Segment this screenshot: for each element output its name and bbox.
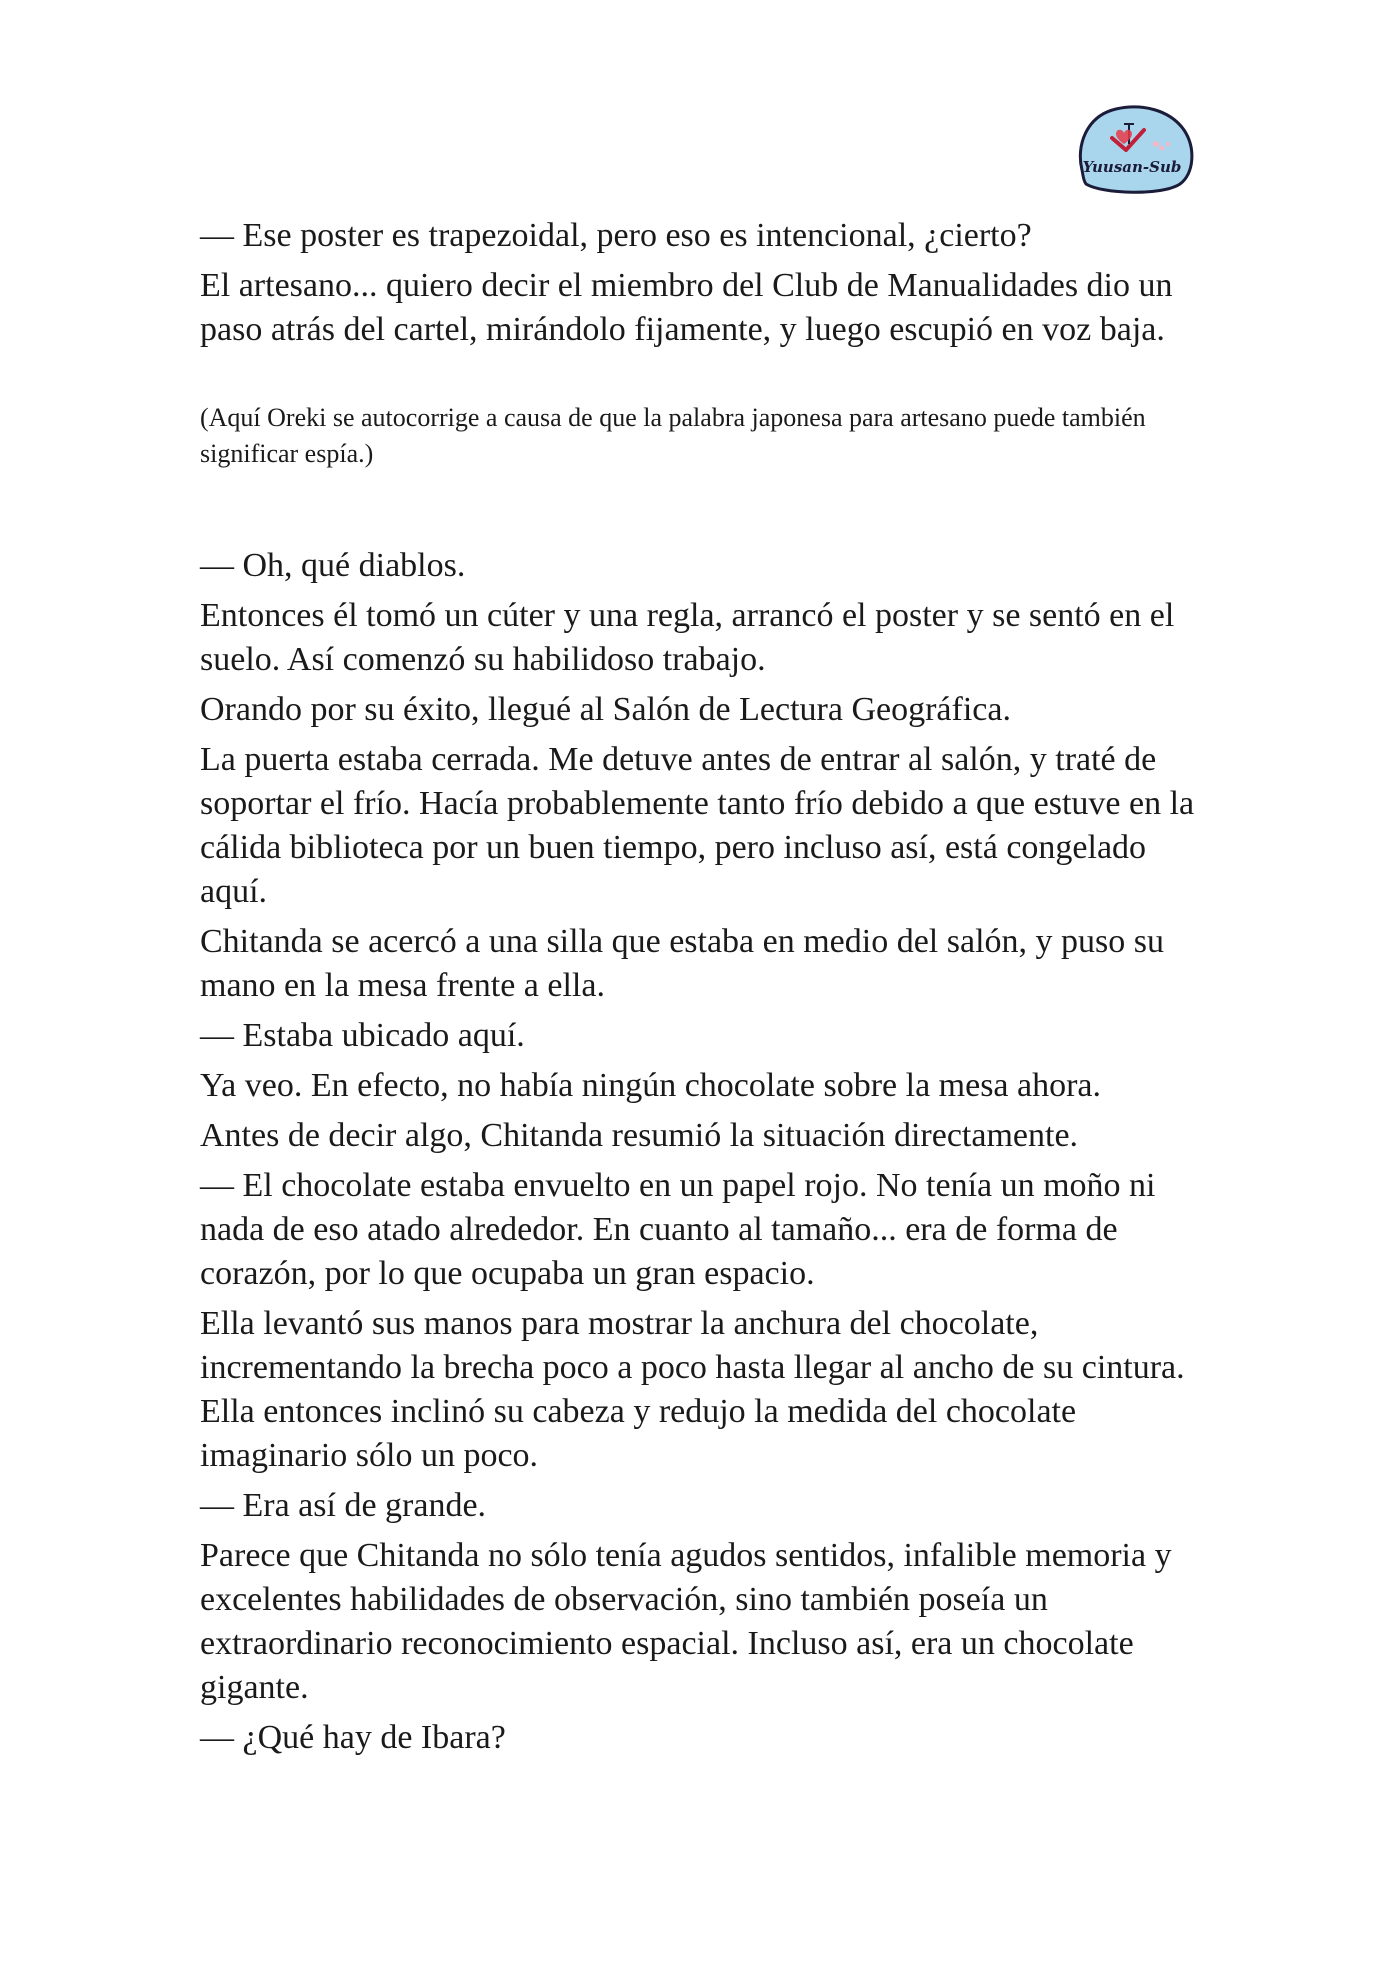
- paragraph: La puerta estaba cerrada. Me detuve antes de entrar al salón, y traté de soportar el frío. Hacía probablemente tanto frío debido a que estuve en la cálida biblioteca por un buen tiempo, pero incluso así, está congelado aquí.: [200, 741, 1195, 910]
- paragraph: Ya veo. En efecto, no había ningún chocolate sobre la mesa ahora.: [200, 1067, 1102, 1104]
- paragraph: — Estaba ubicado aquí.: [200, 1017, 525, 1054]
- paragraph: — Oh, qué diablos.: [200, 547, 466, 584]
- paragraph: El artesano... quiero decir el miembro del Club de Manualidades dio un paso atrás del cartel, mirándolo fijamente, y luego escupió en voz baja.: [200, 267, 1173, 348]
- paragraph: Entonces él tomó un cúter y una regla, arrancó el poster y se sentó en el suelo. Así comenzó su habilidoso trabajo.: [200, 597, 1175, 678]
- paragraph: Chitanda se acercó a una silla que estaba en medio del salón, y puso su mano en la mesa frente a ella.: [200, 923, 1164, 1004]
- logo-badge-icon: [1072, 104, 1196, 196]
- paragraph: — ¿Qué hay de Ibara?: [200, 1719, 506, 1756]
- yuusan-sub-logo: [1072, 104, 1196, 196]
- paragraph: Parece que Chitanda no sólo tenía agudos sentidos, infalible memoria y excelentes habilidades de observación, sino también poseía un extraordinario reconocimiento espacial. Incluso así, era un chocolate gigante.: [200, 1537, 1172, 1706]
- page-body: [200, 214, 1210, 1766]
- translator-note: (Aquí Oreki se autocorrige a causa de que la palabra japonesa para artesano puede también significar espía.): [200, 403, 1146, 468]
- logo-text: Yuusan-Sub: [1082, 158, 1182, 176]
- paragraph: — Era así de grande.: [200, 1487, 487, 1524]
- paragraph: Antes de decir algo, Chitanda resumió la situación directamente.: [200, 1117, 1079, 1154]
- paragraph: Ella levantó sus manos para mostrar la anchura del chocolate, incrementando la brecha poco a poco hasta llegar al ancho de su cintura. Ella entonces inclinó su cabeza y redujo la medida del chocolate imaginario sólo un poco.: [200, 1305, 1185, 1474]
- paragraph: Orando por su éxito, llegué al Salón de Lectura Geográfica.: [200, 691, 1011, 728]
- paragraph: — Ese poster es trapezoidal, pero eso es intencional, ¿cierto?: [200, 217, 1032, 254]
- paragraph: — El chocolate estaba envuelto en un papel rojo. No tenía un moño ni nada de eso atado alrededor. En cuanto al tamaño... era de forma de corazón, por lo que ocupaba un gran espacio.: [200, 1167, 1156, 1292]
